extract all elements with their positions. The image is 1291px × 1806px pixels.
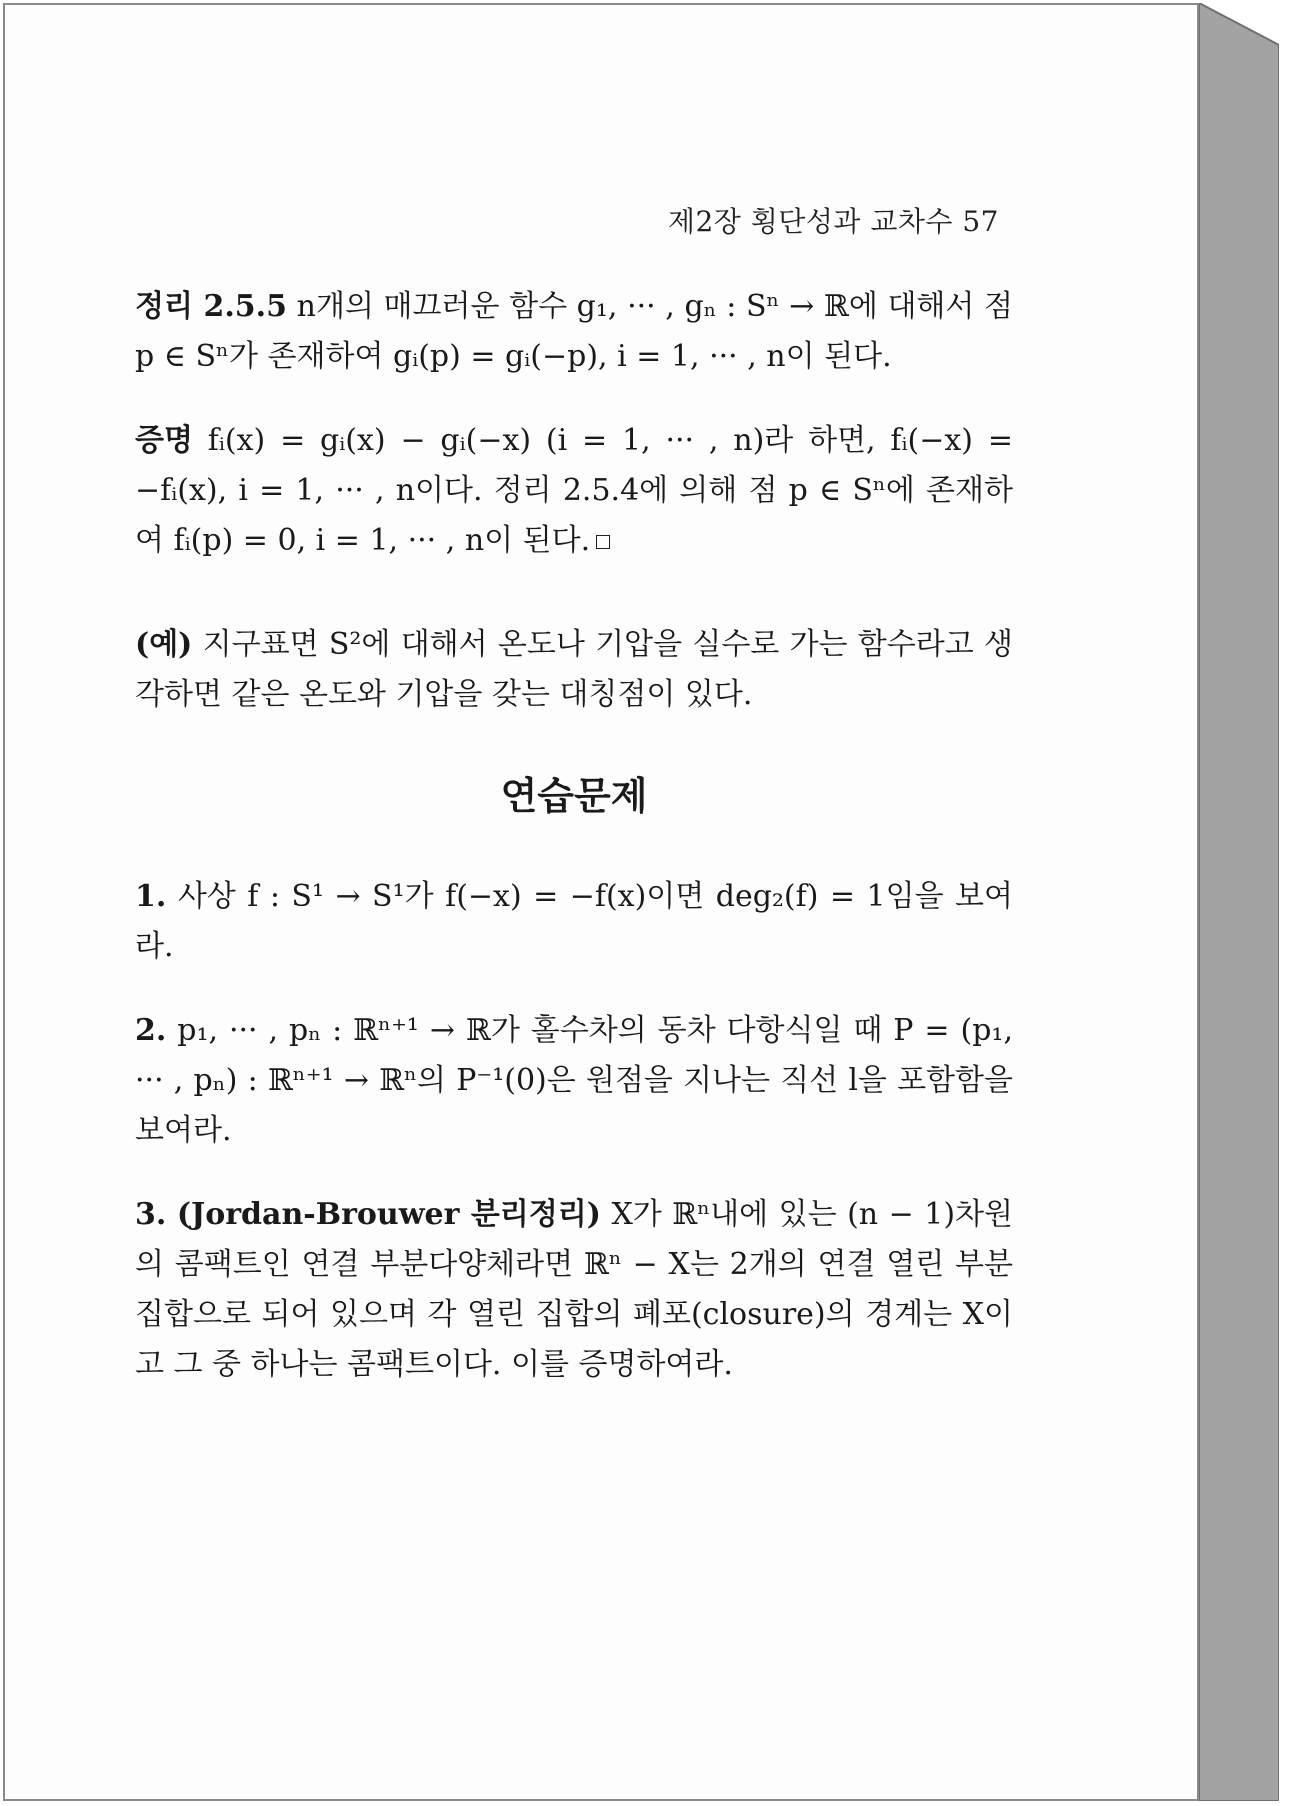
qed-box-icon bbox=[596, 535, 610, 549]
exercise-number: 2. bbox=[135, 1013, 167, 1048]
theorem-text: n개의 매끄러운 함수 g₁, ··· , gₙ : Sⁿ → ℝ에 대해서 점 p ∈ Sⁿ가 존재하여 gᵢ(p) = gᵢ(−p), i = 1, ··· , n이 된다. bbox=[135, 289, 1013, 374]
theorem-label: 정리 2.5.5 bbox=[135, 289, 288, 324]
exercise-text: X가 ℝⁿ내에 있는 (n − 1)차원의 콤팩트인 연결 부분다양체라면 ℝⁿ − X는 2개의 연결 열린 부분집합으로 되어 있으며 각 열린 집합의 폐포(closure)의 경계는 X이고 그 중 하나는 콤팩트이다. 이를 증명하여라. bbox=[135, 1197, 1013, 1382]
proof-block bbox=[135, 416, 1013, 566]
exercise-item bbox=[135, 1006, 1013, 1156]
exercise-title: (Jordan-Brouwer 분리정리) bbox=[176, 1197, 601, 1232]
exercise-number: 1. bbox=[135, 879, 167, 914]
page-content bbox=[135, 282, 1013, 1390]
exercise-text: p₁, ··· , pₙ : ℝⁿ⁺¹ → ℝ가 홀수차의 동차 다항식일 때 P = (p₁, ··· , pₙ) : ℝⁿ⁺¹ → ℝⁿ의 P⁻¹(0)은 원점을 지나는 직선 l을 포함함을 보여라. bbox=[135, 1013, 1013, 1148]
exercise-item bbox=[135, 1190, 1013, 1390]
theorem-block bbox=[135, 282, 1013, 382]
example-label: (예) bbox=[135, 627, 193, 662]
exercises-title: 연습문제 bbox=[500, 773, 648, 818]
exercise-text: 사상 f : S¹ → S¹가 f(−x) = −f(x)이면 deg₂(f) = 1임을 보여라. bbox=[135, 879, 1014, 964]
exercise-number: 3. bbox=[135, 1197, 167, 1232]
running-header: 제2장 횡단성과 교차수 57 bbox=[667, 205, 999, 238]
proof-label: 증명 bbox=[135, 423, 193, 458]
exercise-item bbox=[135, 872, 1013, 972]
example-block bbox=[135, 620, 1013, 720]
example-text: 지구표면 S²에 대해서 온도나 기압을 실수로 가는 함수라고 생각하면 같은 온도와 기압을 갖는 대칭점이 있다. bbox=[135, 627, 1013, 712]
proof-text: fᵢ(x) = gᵢ(x) − gᵢ(−x) (i = 1, ··· , n)라 하면, fᵢ(−x) = −fᵢ(x), i = 1, ··· , n이다. 정리 2.5.4에 의해 점 p ∈ Sⁿ에 존재하여 fᵢ(p) = 0, i = 1, ··· , n이 된다. bbox=[135, 423, 1013, 558]
book-spine bbox=[1199, 3, 1279, 1801]
